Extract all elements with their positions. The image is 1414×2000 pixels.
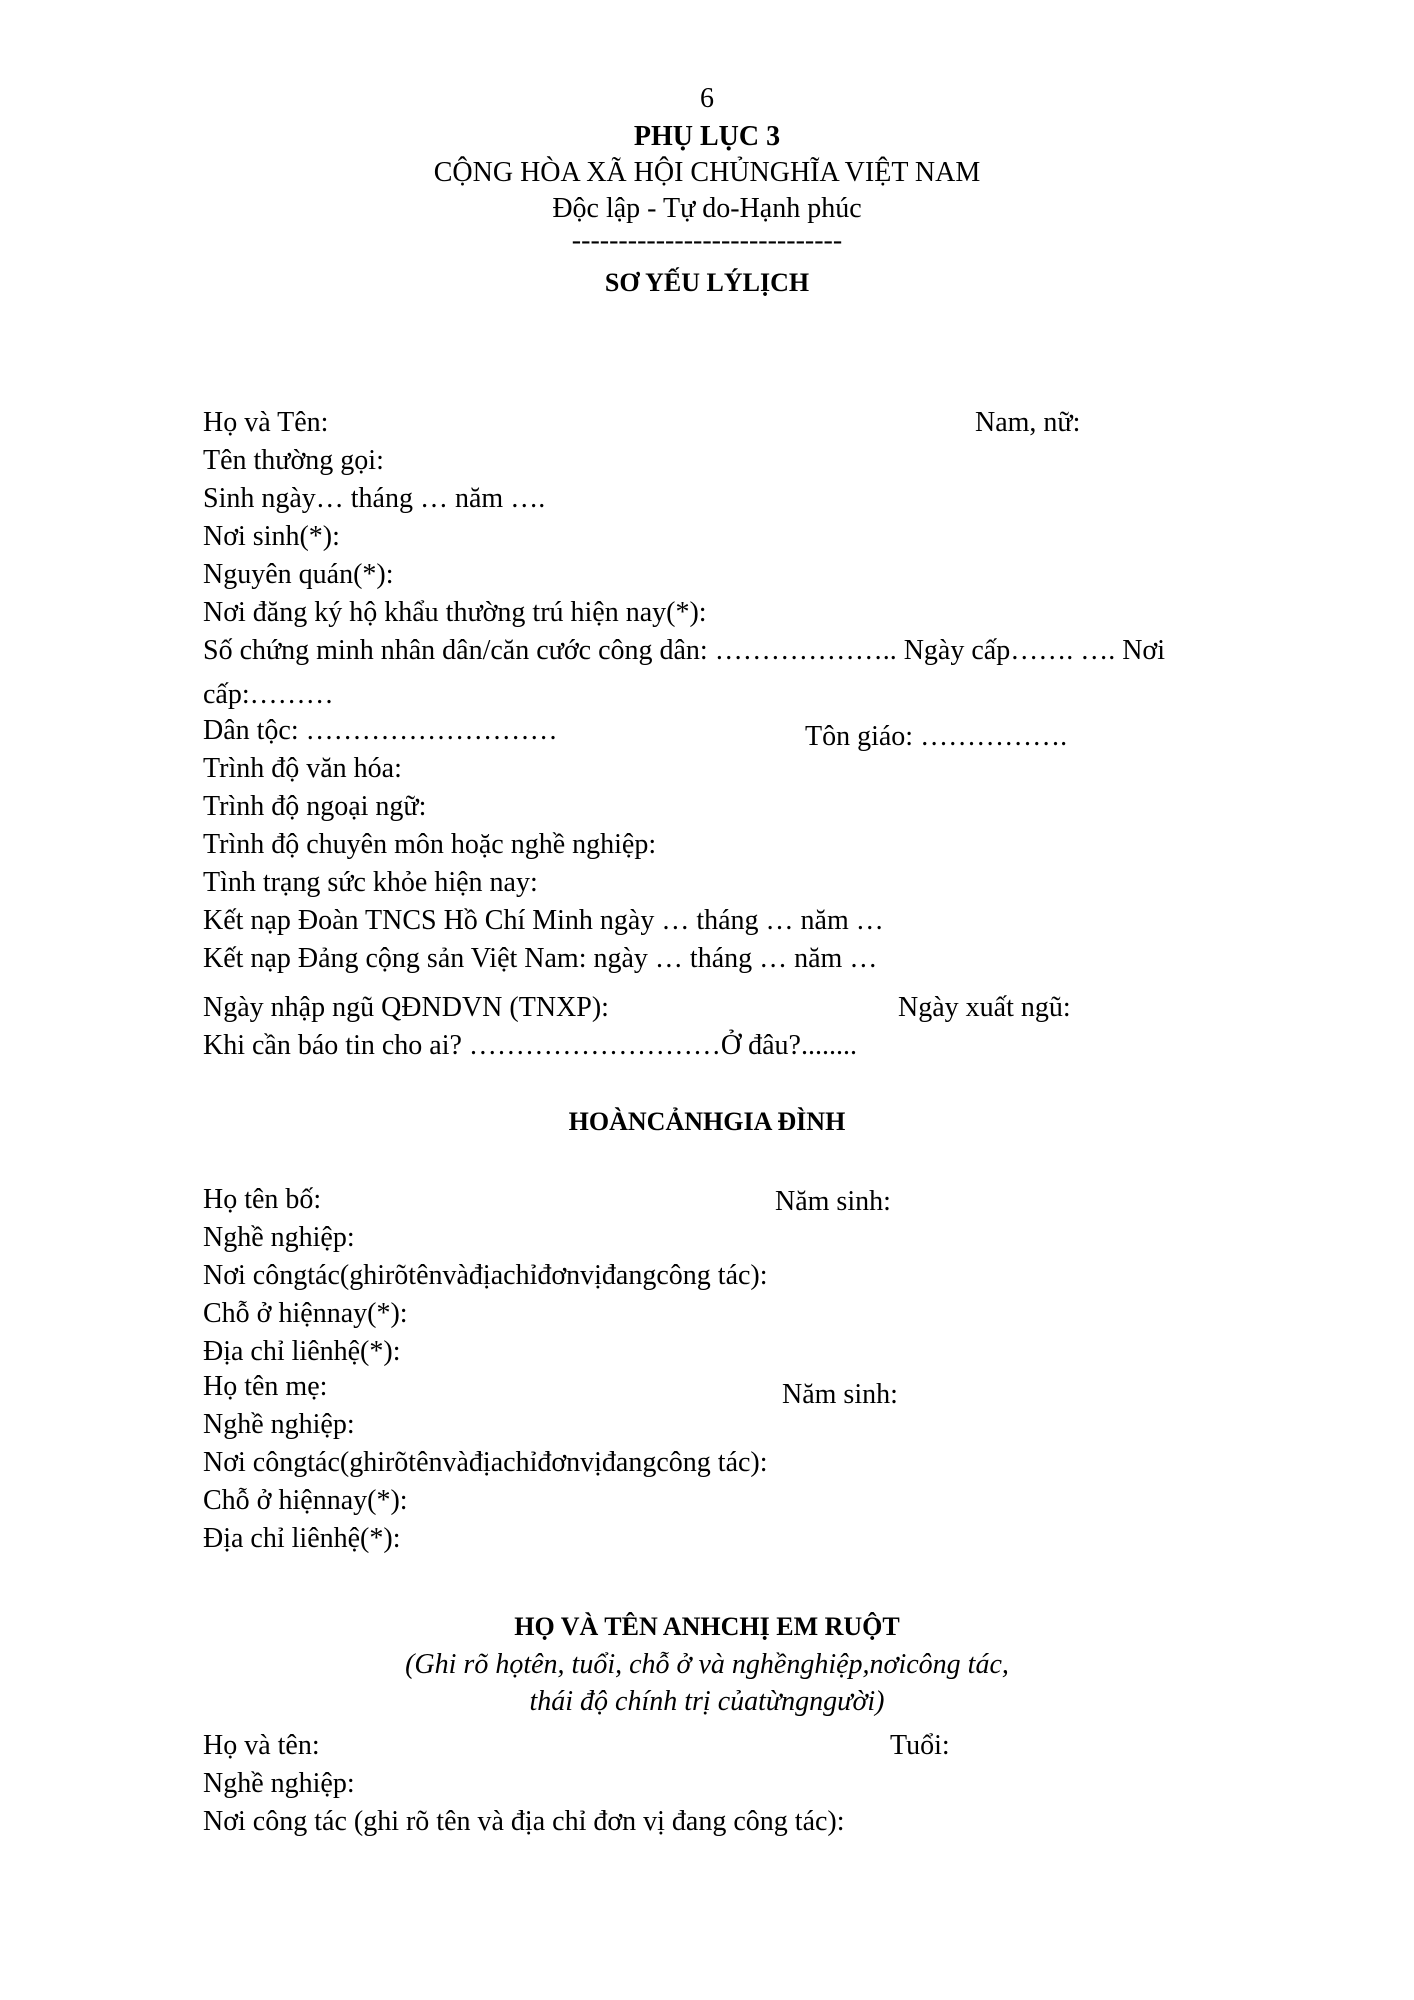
field-profession: Trình độ chuyên môn hoặc nghề nghiệp:	[203, 829, 657, 860]
field-sibling-job: Nghề nghiệp:	[203, 1768, 355, 1799]
field-father-birth-year: Năm sinh:	[775, 1186, 891, 1217]
field-mother-birth-year: Năm sinh:	[782, 1379, 898, 1410]
siblings-note-line2: thái độ chính trị củatừngngười)	[529, 1686, 885, 1717]
siblings-heading: HỌ VÀ TÊN ANHCHỊ EM RUỘT	[514, 1612, 900, 1641]
country-name: CỘNG HÒA XÃ HỘI CHỦNGHĨA VIỆT NAM	[433, 157, 981, 188]
header-divider: -----------------------------	[571, 225, 843, 256]
field-ethnicity: Dân tộc: ………………………	[203, 715, 558, 746]
page-title: SƠ YẾU LÝLỊCH	[604, 268, 810, 297]
field-mother-residence: Chỗ ở hiệnnay(*):	[203, 1485, 408, 1516]
field-youth-union: Kết nạp Đoàn TNCS Hồ Chí Minh ngày … tháng … năm …	[203, 905, 884, 936]
field-mother-workplace: Nơi côngtác(ghirõtênvàđịachỉđơnvịđangcông tác):	[203, 1447, 768, 1478]
page-number: 6	[700, 83, 714, 114]
motto: Độc lập - Tự do-Hạnh phúc	[552, 193, 862, 224]
field-father-address: Địa chỉ liênhệ(*):	[203, 1336, 401, 1367]
field-birth-date: Sinh ngày… tháng … năm ….	[203, 483, 546, 514]
field-father-job: Nghề nghiệp:	[203, 1222, 355, 1253]
field-father-residence: Chỗ ở hiệnnay(*):	[203, 1298, 408, 1329]
field-religion: Tôn giáo: …………….	[805, 721, 1068, 752]
field-party: Kết nạp Đảng cộng sản Việt Nam: ngày … tháng … năm …	[203, 943, 878, 974]
field-sibling-age: Tuổi:	[890, 1730, 950, 1761]
field-contact: Khi cần báo tin cho ai? ………………………Ở đâu?........	[203, 1030, 857, 1061]
field-birth-place: Nơi sinh(*):	[203, 521, 340, 552]
siblings-note-line1: (Ghi rõ họtên, tuổi, chỗ ở và nghềnghiệp,nơicông tác,	[405, 1649, 1009, 1680]
family-heading: HOÀNCẢNHGIA ĐÌNH	[568, 1107, 846, 1136]
field-sibling-name: Họ và tên:	[203, 1730, 320, 1761]
field-hometown: Nguyên quán(*):	[203, 559, 394, 590]
field-education: Trình độ văn hóa:	[203, 753, 402, 784]
field-father-name: Họ tên bố:	[203, 1184, 322, 1215]
field-full-name: Họ và Tên:	[203, 407, 329, 438]
field-mother-address: Địa chỉ liênhệ(*):	[203, 1523, 401, 1554]
field-enlistment: Ngày nhập ngũ QĐNDVN (TNXP):	[203, 992, 609, 1023]
field-gender: Nam, nữ:	[975, 407, 1081, 438]
field-id-issue-place: cấp:………	[203, 679, 334, 710]
field-father-workplace: Nơi côngtác(ghirõtênvàđịachỉđơnvịđangcông tác):	[203, 1260, 768, 1291]
field-residence: Nơi đăng ký hộ khẩu thường trú hiện nay(*):	[203, 597, 707, 628]
field-foreign-language: Trình độ ngoại ngữ:	[203, 791, 427, 822]
field-mother-job: Nghề nghiệp:	[203, 1409, 355, 1440]
field-mother-name: Họ tên mẹ:	[203, 1371, 328, 1402]
field-health: Tình trạng sức khỏe hiện nay:	[203, 867, 538, 898]
field-id-number: Số chứng minh nhân dân/căn cước công dân: ……………….. Ngày cấp……. …. Nơi	[203, 635, 1166, 666]
field-sibling-workplace: Nơi công tác (ghi rõ tên và địa chỉ đơn vị đang công tác):	[203, 1806, 845, 1837]
field-discharge: Ngày xuất ngũ:	[898, 992, 1071, 1023]
appendix-label: PHỤ LỤC 3	[633, 121, 781, 152]
field-common-name: Tên thường gọi:	[203, 445, 384, 476]
